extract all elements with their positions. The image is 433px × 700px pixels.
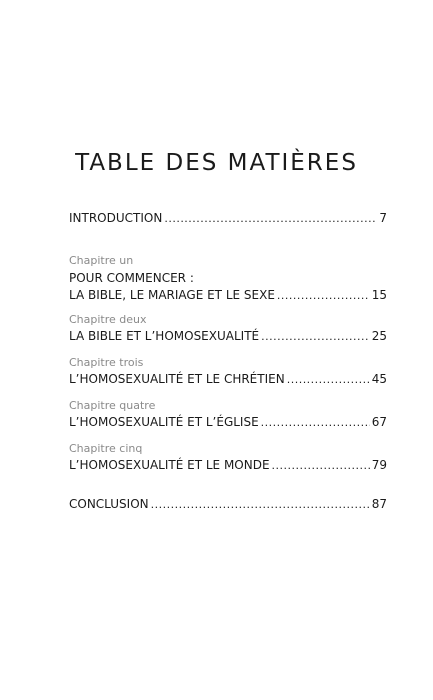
toc-entry-label: L’HOMOSEXUALITÉ ET LE MONDE	[69, 458, 270, 472]
toc-entry-label: L’HOMOSEXUALITÉ ET L’ÉGLISE	[69, 415, 259, 429]
toc-entry-chapter-3[interactable]	[69, 371, 387, 388]
page-title: TABLE DES MATIÈRES	[75, 150, 358, 176]
toc-entry-conclusion[interactable]	[69, 496, 387, 513]
toc-entry-label: L’HOMOSEXUALITÉ ET LE CHRÉTIEN	[69, 372, 285, 386]
toc-entry-label: POUR COMMENCER :	[69, 271, 194, 285]
toc-entry-label: LA BIBLE, LE MARIAGE ET LE SEXE	[69, 288, 275, 302]
toc-page-number: 79	[371, 458, 387, 472]
toc-page-number: 7	[379, 211, 387, 225]
dot-leader	[164, 211, 377, 227]
toc-page-number: 87	[371, 497, 387, 511]
toc-entry-label: LA BIBLE ET L’HOMOSEXUALITÉ	[69, 329, 260, 343]
dot-leader	[272, 458, 370, 474]
chapter-kicker: Chapitre trois	[69, 356, 144, 369]
toc-page-number: 45	[371, 372, 387, 386]
dot-leader	[287, 372, 370, 388]
chapter-kicker: Chapitre deux	[69, 313, 147, 326]
dot-leader	[261, 329, 370, 345]
toc-page-number: 25	[371, 329, 387, 343]
toc-entry-chapter-4[interactable]	[69, 414, 387, 431]
toc-entry-introduction[interactable]	[69, 210, 387, 227]
chapter-kicker: Chapitre cinq	[69, 442, 143, 455]
chapter-kicker: Chapitre un	[69, 254, 134, 267]
toc-entry-chapter-2[interactable]	[69, 328, 387, 345]
chapter-kicker: Chapitre quatre	[69, 399, 156, 412]
toc-entry-label: CONCLUSION	[69, 497, 149, 511]
dot-leader	[151, 497, 370, 513]
toc-entry-label: INTRODUCTION	[69, 211, 163, 225]
toc-page-number: 15	[371, 288, 387, 302]
dot-leader	[277, 288, 370, 304]
toc-entry-chapter-1[interactable]	[69, 287, 387, 304]
toc-page-number: 67	[371, 415, 387, 429]
dot-leader	[261, 415, 370, 431]
toc-entry-chapter-5[interactable]	[69, 457, 387, 474]
